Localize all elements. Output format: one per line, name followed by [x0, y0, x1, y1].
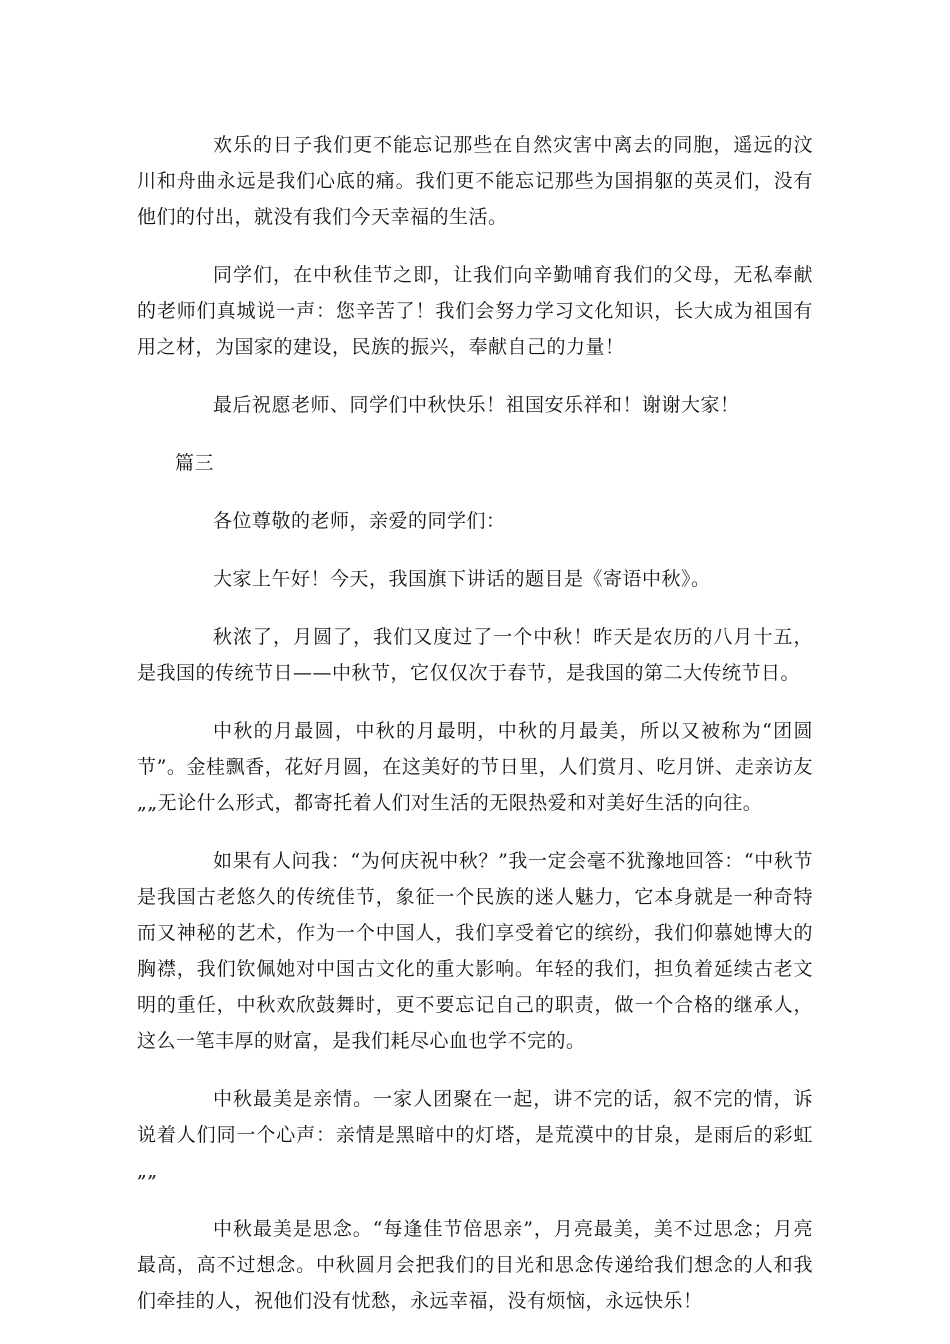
- paragraph: 最后祝愿老师、同学们中秋快乐！祖国安乐祥和！谢谢大家！: [213, 394, 740, 416]
- paragraph: 中秋的月最圆，中秋的月最明，中秋的月最美，所以又被称为“团圆节”。金桂飘香，花好月圆，在这美好的节日里，人们赏月、吃月饼、走亲访友„„无论什么形式，都寄托着人们对生活的无限热爱和对美好生活的向往。: [137, 720, 813, 814]
- paragraph: 如果有人问我：“为何庆祝中秋？”我一定会毫不犹豫地回答：“中秋节是我国古老悠久的传统佳节，象征一个民族的迷人魅力，它本身就是一种奇特而又神秘的艺术，作为一个中国人，我们享受着它的缤纷，我们仰慕她博大的胸襟，我们钦佩她对中国古文化的重大影响。年轻的我们，担负着延续古老文明的重任，中秋欢欣鼓舞时，更不要忘记自己的职责，做一个合格的继承人，这么一笔丰厚的财富，是我们耗尽心血也学不完的。: [137, 850, 813, 1052]
- salutation: 各位尊敬的老师，亲爱的同学们：: [213, 510, 506, 532]
- section-heading: 篇三: [175, 452, 215, 474]
- paragraph: 中秋最美是亲情。一家人团聚在一起，讲不完的话，叙不完的情，诉说着人们同一个心声：亲情是黑暗中的灯塔，是荒漠中的甘泉，是雨后的彩虹„„: [137, 1088, 813, 1182]
- paragraph: 同学们，在中秋佳节之即，让我们向辛勤哺育我们的父母，无私奉献的老师们真城说一声：您辛苦了！我们会努力学习文化知识，长大成为祖国有用之材，为国家的建设，民族的振兴，奉献自己的力量！: [137, 264, 813, 358]
- document-body: [137, 127, 813, 1341]
- paragraph: 中秋最美是思念。“每逢佳节倍思亲”，月亮最美，美不过思念；月亮最高，高不过想念。中秋圆月会把我们的目光和思念传递给我们想念的人和我们牵挂的人，祝他们没有忧愁，永远幸福，没有烦恼，永远快乐！: [137, 1218, 813, 1312]
- paragraph: 秋浓了，月圆了，我们又度过了一个中秋！昨天是农历的八月十五，是我国的传统节日——中秋节，它仅仅次于春节，是我国的第二大传统节日。: [137, 626, 813, 684]
- paragraph: 欢乐的日子我们更不能忘记那些在自然灾害中离去的同胞，遥远的汶川和舟曲永远是我们心底的痛。我们更不能忘记那些为国捐躯的英灵们，没有他们的付出，就没有我们今天幸福的生活。: [137, 134, 813, 228]
- paragraph: 大家上午好！今天，我国旗下讲话的题目是《寄语中秋》。: [213, 568, 711, 590]
